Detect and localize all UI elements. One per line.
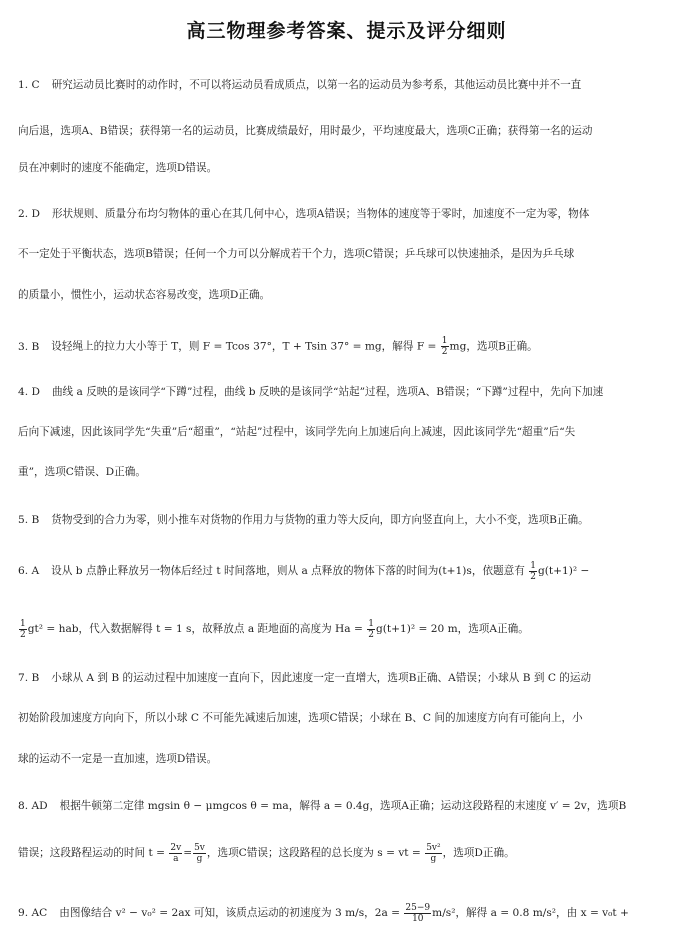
- answer-7-line-3: 球的运动不一定是一直加速，选项D错误。: [18, 753, 218, 765]
- answer-8-number: 8. AD: [18, 800, 48, 812]
- page-title: 高三物理参考答案、提示及评分细则: [186, 20, 507, 42]
- answer-6-line-1: [18, 560, 678, 582]
- fraction: $\frac{1}{2}$: [20, 618, 26, 640]
- fraction: $\frac{25-9}{10}$: [405, 902, 431, 924]
- answer-1-line-3: 员在冲刺时的速度不能确定，选项D错误。: [18, 162, 218, 174]
- answer-4-number: 4. D: [18, 386, 40, 398]
- answer-6-text-b: g(t+1)² −: [537, 565, 590, 577]
- answer-6-text-a: 设从 b 点静止释放另一物体后经过 t 时间落地，则从 a 点释放的物体下落的时间为(t+1)s，依题意有: [51, 565, 525, 577]
- answer-1-text-1: 研究运动员比赛时的动作时，不可以将运动员看成质点，以第一名的运动员为参考系，其他运动员比赛中并不一直: [51, 79, 582, 91]
- answer-1-line-2: 向后退，选项A、B错误；获得第一名的运动员，比赛成绩最好，用时最少，平均速度最大，选项C正确；获得第一名的运动: [18, 125, 593, 137]
- answer-1-number: 1. C: [18, 79, 40, 91]
- answer-8-text-1: 根据牛顿第二定律 mgsin θ − μmgcos θ = ma，解得 a = 0.4g，选项A正确；运动这段路程的末速度 v′ = 2v，选项B: [59, 800, 627, 812]
- answer-3-text-b: mg，选项B正确。: [449, 340, 538, 353]
- answer-3-line-1: [18, 336, 678, 357]
- answer-3-text-a: 设轻绳上的拉力大小等于 T，则 F = Tcos 37°，T + Tsin 37° = mg，解得 F =: [51, 340, 437, 353]
- answer-8-text-c: ，选项D正确。: [442, 847, 515, 859]
- answer-1-line-1: [18, 78, 678, 92]
- answer-2-line-3: 的质量小，惯性小，运动状态容易改变，选项D正确。: [18, 289, 271, 301]
- answer-2-line-1: [18, 207, 678, 221]
- answer-8-text-b: ，选项C错误；这段路程的总长度为 s = vt =: [206, 847, 421, 859]
- answer-9-text-a: 由图像结合 v² − v₀² = 2ax 可知，该质点运动的初速度为 3 m/s，2a =: [59, 907, 401, 919]
- answer-5-text-1: 货物受到的合力为零，则小推车对货物的作用力与货物的重力等大反向，即方向竖直向上，大小不变，选项B正确。: [51, 514, 589, 526]
- answer-2-text-1: 形状规则、质量分布均匀物体的重心在其几何中心，选项A错误；当物体的速度等于零时，加速度不一定为零，物体: [51, 208, 590, 220]
- answer-2-line-2: 不一定处于平衡状态，选项B错误；任何一个力可以分解成若干个力，选项C错误；乒乓球可以快速抽杀，是因为乒乓球: [18, 248, 575, 260]
- fraction: $\frac{2v}{a}$: [170, 842, 182, 864]
- answer-4-line-3: 重”，选项C错误、D正确。: [18, 466, 146, 478]
- answer-4-line-1: [18, 385, 678, 399]
- answer-7-text-1: 小球从 A 到 B 的运动过程中加速度一直向下，因此速度一定一直增大，选项B正确、A错误；小球从 B 到 C 的运动: [51, 672, 592, 684]
- fraction: $\frac{1}{2}$: [530, 560, 536, 582]
- answer-6-line-2: [18, 618, 678, 640]
- answer-8-line-1: [18, 799, 678, 813]
- answer-7-number: 7. B: [18, 672, 40, 684]
- fraction: $\frac{1}{2}$: [368, 618, 374, 640]
- answer-8-line-2: [18, 842, 678, 864]
- answer-7-line-1: [18, 671, 678, 685]
- fraction: $\frac{5v}{g}$: [194, 842, 205, 864]
- answer-5-line-1: [18, 513, 678, 527]
- answer-4-text-1: 曲线 a 反映的是该同学“下蹲”过程，曲线 b 反映的是该同学“站起”过程，选项A、B错误；“下蹲”过程中，先向下加速: [51, 386, 604, 398]
- answer-3-number: 3. B: [18, 340, 40, 353]
- answer-2-number: 2. D: [18, 208, 40, 220]
- answer-9-line-1: [18, 902, 678, 924]
- answer-6-text-d: g(t+1)² = 20 m，选项A正确。: [375, 623, 529, 635]
- answer-6-text-c: gt² = hab，代入数据解得 t = 1 s，故释放点 a 距地面的高度为 Ha =: [27, 623, 363, 635]
- answer-8-equals: =: [183, 847, 193, 859]
- answer-9-number: 9. AC: [18, 907, 48, 919]
- answer-9-text-b: m/s²，解得 a = 0.8 m/s²，由 x = v₀t +: [432, 907, 629, 919]
- fraction: $\frac{1}{2}$: [441, 336, 448, 357]
- answer-6-number: 6. A: [18, 565, 40, 577]
- answer-8-text-a: 错误；这段路程运动的时间 t =: [18, 847, 165, 859]
- answer-5-number: 5. B: [18, 514, 40, 526]
- fraction: $\frac{\text{5v²}}{g}$: [426, 842, 441, 864]
- answer-4-line-2: 后向下减速，因此该同学先“失重”后“超重”，“站起”过程中，该同学先向上加速后向上减速，因此该同学先“超重”后“失: [18, 426, 576, 438]
- answer-7-line-2: 初始阶段加速度方向向下，所以小球 C 不可能先减速后加速，选项C错误；小球在 B、C 间的加速度方向有可能向上，小: [18, 712, 583, 724]
